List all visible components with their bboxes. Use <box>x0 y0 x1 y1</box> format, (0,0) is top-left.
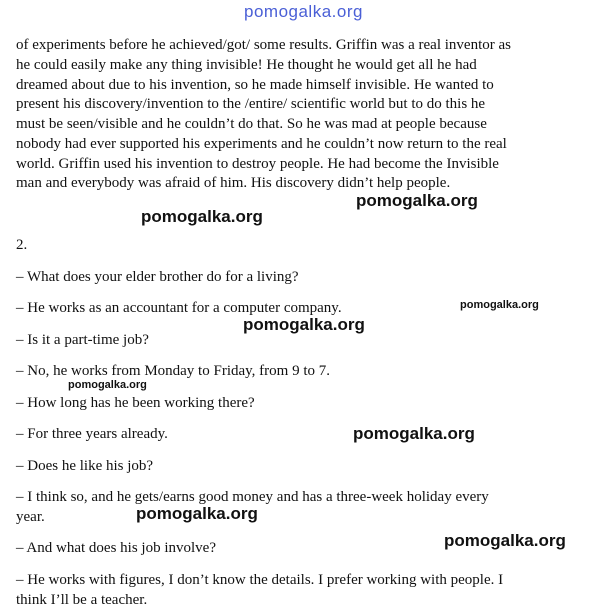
dialogue-line: think I’ll be a teacher. <box>16 592 148 608</box>
paragraph-line: nobody had ever supported his experiments and he couldn’t now return to the real <box>16 136 507 152</box>
watermark: pomogalka.org <box>136 504 258 523</box>
dialogue-line: – Is it a part-time job? <box>16 332 149 348</box>
watermark: pomogalka.org <box>460 299 539 311</box>
section-number: 2. <box>16 237 28 253</box>
watermark: pomogalka.org <box>356 191 478 210</box>
dialogue-line: – Does he like his job? <box>16 458 154 474</box>
watermark: pomogalka.org <box>68 379 147 391</box>
header-watermark: pomogalka.org <box>244 2 363 21</box>
dialogue-line: – He works with figures, I don’t know the details. I prefer working with people. I <box>16 572 504 588</box>
paragraph-line: he could easily make any thing invisible! He thought he would get all he had <box>16 57 477 73</box>
dialogue-line: – For three years already. <box>16 426 168 442</box>
watermark: pomogalka.org <box>243 315 365 334</box>
paragraph-line: man and everybody was afraid of him. His discovery didn’t help people. <box>16 175 451 191</box>
dialogue-line: – What does your elder brother do for a living? <box>16 269 299 285</box>
watermark: pomogalka.org <box>444 531 566 550</box>
dialogue-line: – I think so, and he gets/earns good money and has a three-week holiday every <box>16 489 489 505</box>
paragraph-line: world. Griffin used his invention to destroy people. He had become the Invisible <box>16 156 499 172</box>
watermark: pomogalka.org <box>141 207 263 226</box>
dialogue-line: – And what does his job involve? <box>16 540 216 556</box>
dialogue-line: – No, he works from Monday to Friday, from 9 to 7. <box>16 363 330 379</box>
paragraph-line: of experiments before he achieved/got/ some results. Griffin was a real inventor as <box>16 37 511 53</box>
paragraph-line: must be seen/visible and he couldn’t do that. So he was mad at people because <box>16 116 487 132</box>
dialogue-line: – How long has he been working there? <box>16 395 255 411</box>
dialogue-line: year. <box>16 509 45 525</box>
dialogue-line: – He works as an accountant for a computer company. <box>16 300 342 316</box>
paragraph-line: dreamed about due to his invention, so he made himself invisible. He wanted to <box>16 77 494 93</box>
paragraph-line: present his discovery/invention to the /entire/ scientific world but to do this he <box>16 96 486 112</box>
watermark: pomogalka.org <box>353 424 475 443</box>
